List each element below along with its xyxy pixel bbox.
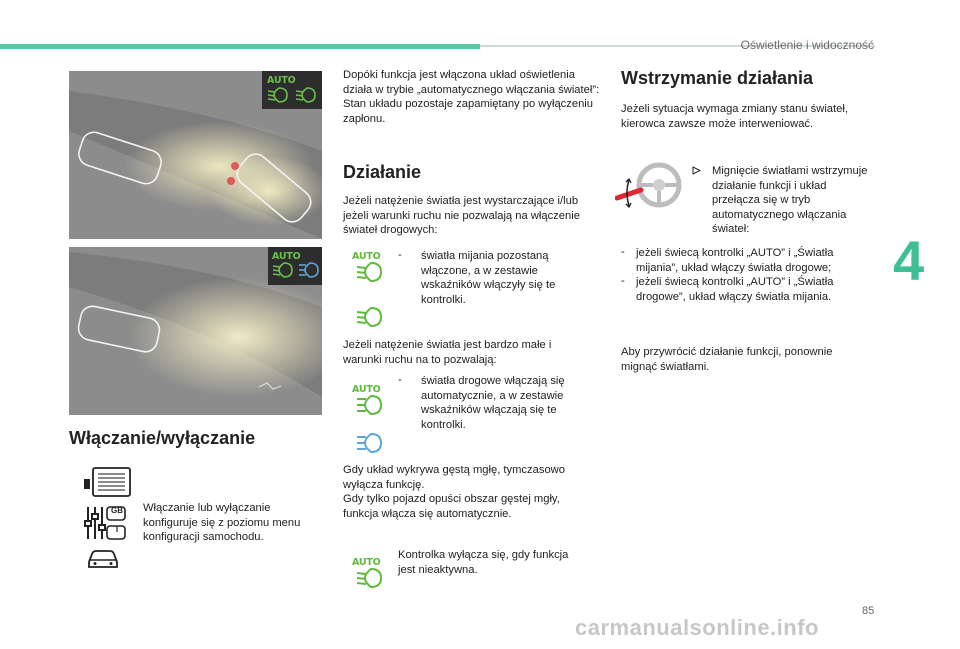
restore-paragraph: Aby przywrócić działanie funkcji, ponownie mignąć światłami. — [621, 346, 833, 373]
high-beam-icon — [356, 432, 382, 454]
inactive-lamp-text: Kontrolka wyłącza się, gdy funkcja jest nieaktywna. — [398, 549, 569, 576]
chapter-number: 4 — [893, 229, 925, 292]
headlamp-icons — [272, 261, 320, 279]
list-item-low-beam: jeżeli świecą kontrolki „AUTO” i „Światła mijania”, układ włączy światła drogowe; — [636, 247, 834, 274]
bullet-dash: - — [398, 374, 402, 386]
illustration-high-beam-car — [69, 247, 322, 415]
section-title-suspend: Wstrzymanie działania — [621, 68, 814, 88]
low-beam-icon — [356, 306, 382, 328]
section-title-operation: Działanie — [343, 162, 422, 182]
touchscreen-menu-icon — [84, 466, 132, 500]
list-dash: - — [621, 275, 625, 287]
steering-wheel-stalk-icon — [615, 162, 685, 212]
section-title-onoff: Włączanie/wyłączanie — [69, 428, 256, 448]
onoff-description: Włączanie lub wyłączanie konfiguruje się z poziomu menu konfiguracji samochodu. — [143, 502, 301, 544]
suspend-paragraph: Jeżeli sytuacja wymaga zmiany stanu świateł, kierowca zawsze może interweniować. — [621, 103, 848, 130]
headlamp-icons — [267, 86, 317, 104]
auto-lamp-label: AUTO — [352, 384, 381, 395]
auto-lamp-label: AUTO — [352, 251, 381, 262]
page-header-title: Oświetlenie i widoczność — [740, 38, 874, 52]
flash-description: Mignięcie światłami wstrzymuje działanie funkcji i układ przełącza się w tryb automatycznego włączania świateł: — [712, 165, 868, 236]
intro-paragraph: Dopóki funkcja jest włączona układ oświetlenia działa w trybie „automatycznego włączania świateł”: Stan układu pozostaje zapamiętany po wyłączeniu zapłonu. — [343, 69, 600, 125]
header-accent-bar — [0, 44, 480, 49]
operation-paragraph-2: Jeżeli natężenie światła jest bardzo małe i warunki ruchu na to pozwalają: — [343, 339, 552, 366]
bullet-low-beam: światła mijania pozostaną włączone, a w zestawie wskaźników włączyły się te kontrolki. — [421, 250, 556, 306]
list-dash: - — [621, 246, 625, 258]
instruction-arrow-icon — [692, 166, 701, 175]
watermark: carmanualsonline.info — [575, 615, 819, 640]
bullet-dash: - — [398, 249, 402, 261]
illustration-low-beam-cars — [69, 71, 322, 239]
gb-key-label: GB — [111, 506, 123, 515]
operation-paragraph-1: Jeżeli natężenie światła jest wystarczające i/lub jeżeli warunki ruchu nie pozwalają na włączenie świateł drogowych: — [343, 195, 580, 237]
low-beam-auto-icon — [356, 261, 382, 283]
vehicle-settings-icon — [86, 548, 120, 570]
fog-paragraph: Gdy układ wykrywa gęstą mgłę, tymczasowo wyłącza funkcję. Gdy tylko pojazd opuści obszar gęstej mgły, funkcja włącza się automatycznie. — [343, 464, 565, 520]
auto-inactive-icon — [356, 567, 382, 589]
high-beam-auto-icon — [356, 394, 382, 416]
i-key-label: I — [115, 525, 119, 534]
auto-lamp-label: AUTO — [267, 75, 296, 86]
bullet-high-beam: światła drogowe włączają się automatycznie, a w zestawie wskaźników włączają się te kontrolki. — [421, 375, 565, 431]
page-number: 85 — [862, 605, 875, 617]
warning-lamps-panel-2 — [268, 247, 322, 285]
list-item-high-beam: jeżeli świecą kontrolki „AUTO” i „Światła drogowe”, układ włączy światła mijania. — [636, 276, 834, 303]
auto-lamp-label: AUTO — [272, 251, 301, 262]
warning-lamps-panel-1 — [262, 71, 322, 109]
auto-lamp-label: AUTO — [352, 557, 381, 568]
